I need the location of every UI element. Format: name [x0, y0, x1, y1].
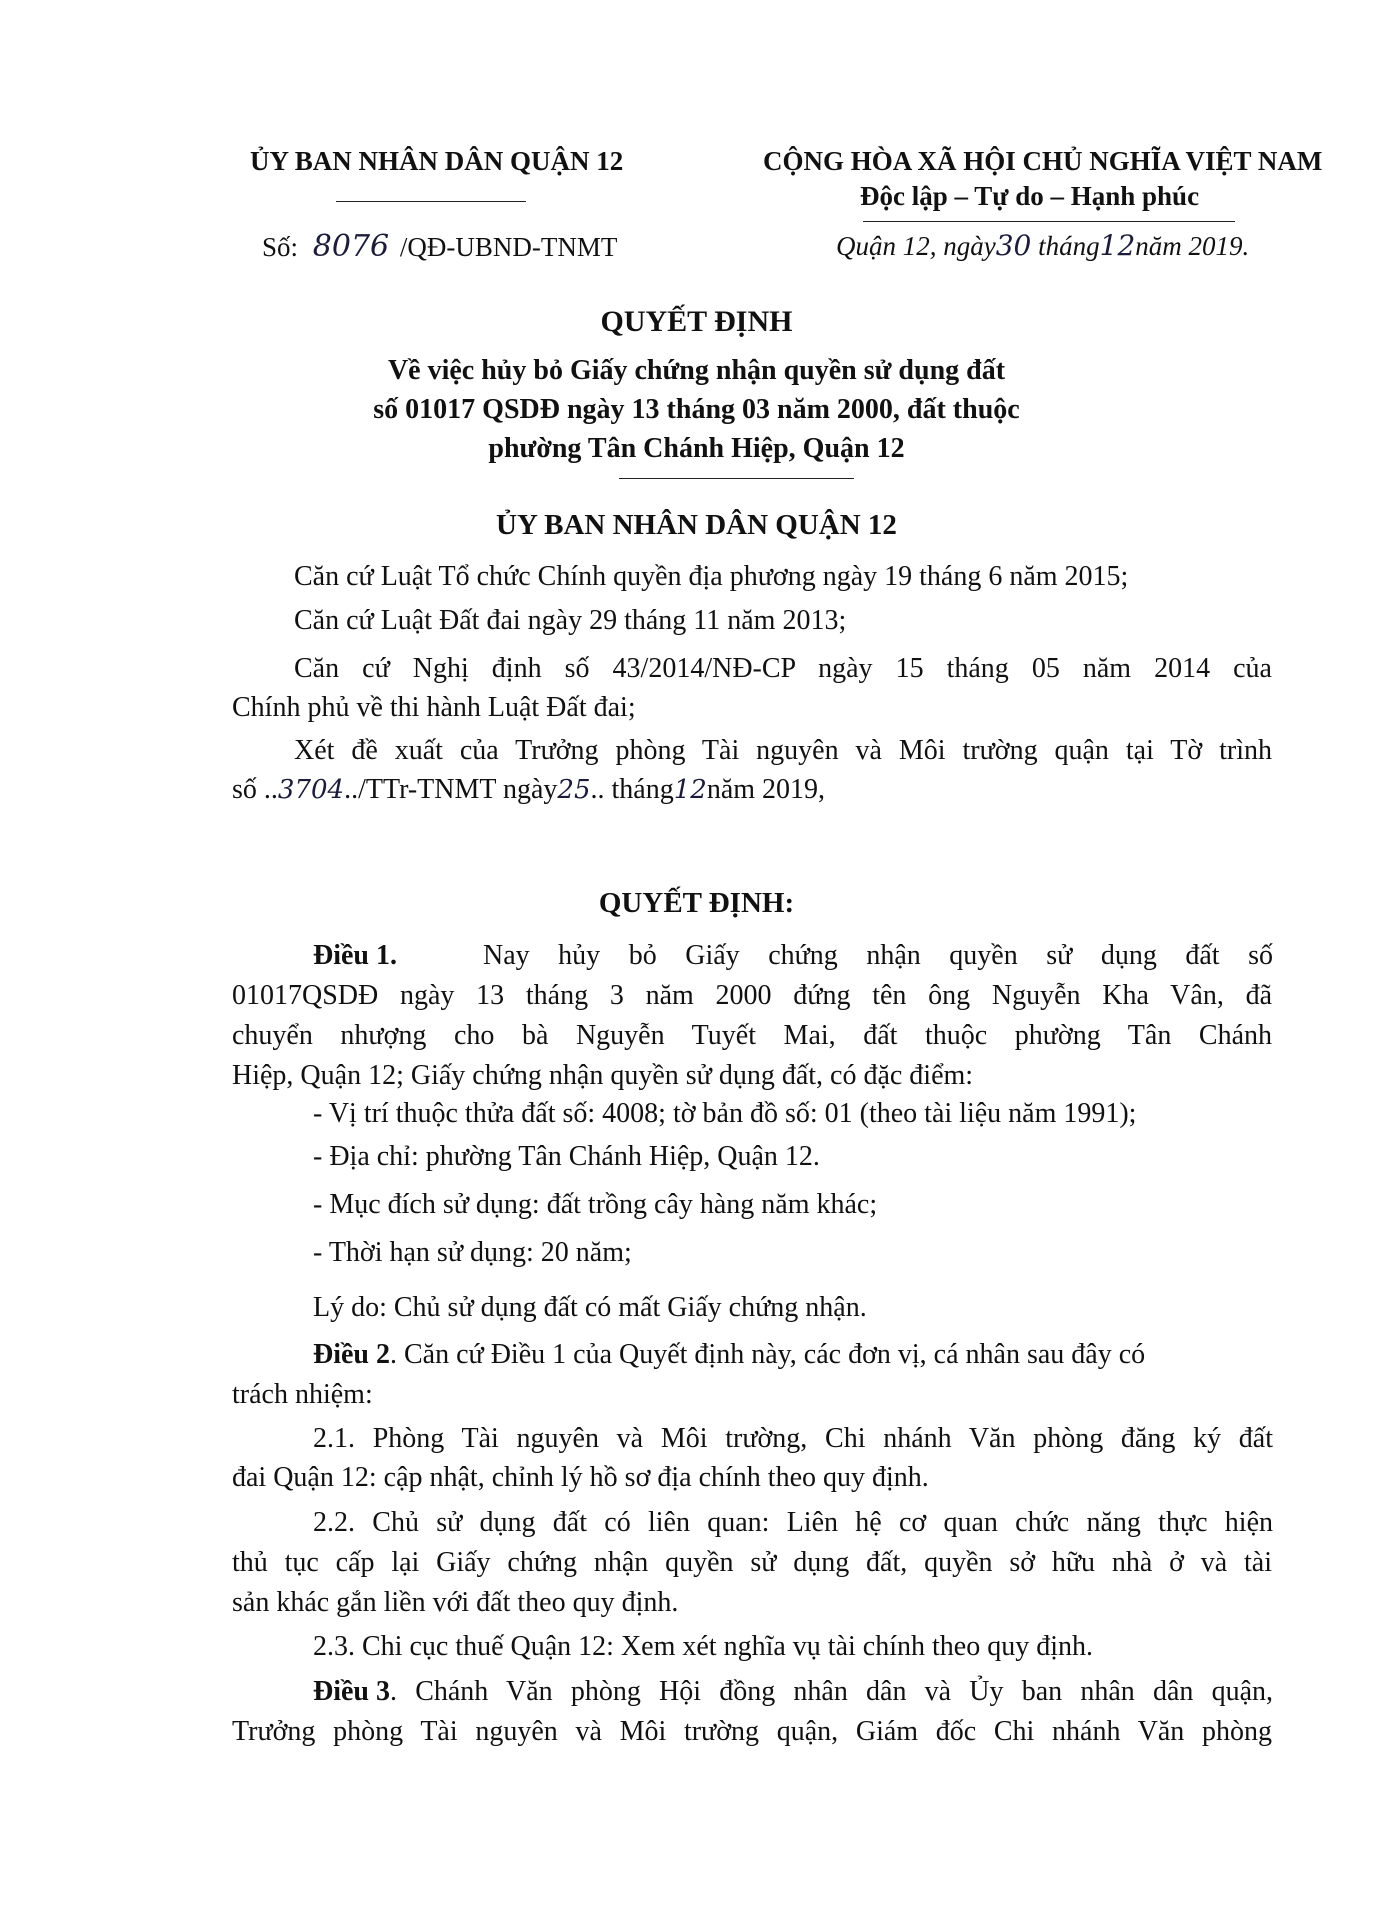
title-rule — [619, 478, 854, 479]
article-1-label: Điều 1. — [313, 940, 397, 971]
article-1-item-4: - Thời hạn sử dụng: 20 năm; — [313, 1237, 632, 1268]
basis-4-mid: ../TTr-TNMT ngày — [344, 774, 558, 805]
number-prefix: Số: — [262, 232, 299, 262]
date-prefix: Quận 12, ngày — [836, 231, 996, 261]
basis-1: Căn cứ Luật Tổ chức Chính quyền địa phương ngày 19 tháng 6 năm 2015; — [294, 561, 1129, 592]
article-2-1-line-2: đai Quận 12: cập nhật, chỉnh lý hồ sơ địa chính theo quy định. — [232, 1462, 929, 1493]
authority-heading: ỦY BAN NHÂN DÂN QUẬN 12 — [496, 509, 897, 541]
issuing-authority: ỦY BAN NHÂN DÂN QUẬN 12 — [250, 146, 624, 176]
header-right-rule — [863, 221, 1235, 222]
article-1-line-3: chuyển nhượng cho bà Nguyễn Tuyết Mai, đất thuộc phường Tân Chánh — [232, 1020, 1272, 1051]
basis-4-day: 25 — [557, 775, 591, 805]
date-year: năm 2019. — [1135, 231, 1250, 261]
date-day: 30 — [995, 229, 1032, 262]
basis-4-end: năm 2019, — [706, 774, 826, 805]
document-title: QUYẾT ĐỊNH — [600, 305, 793, 338]
article-3-text-1: . Chánh Văn phòng Hội đồng nhân dân và Ủy ban nhân dân quận, — [390, 1676, 1273, 1707]
article-2-line-2: trách nhiệm: — [232, 1379, 373, 1410]
basis-4-month-label: tháng — [604, 774, 674, 805]
date-month-label: tháng — [1038, 231, 1100, 261]
article-2-label: Điều 2 — [313, 1339, 390, 1370]
article-1-item-1: - Vị trí thuộc thửa đất số: 4008; tờ bản đồ số: 01 (theo tài liệu năm 1991); — [313, 1098, 1137, 1129]
article-2-1-line-1: 2.1. Phòng Tài nguyên và Môi trường, Chi nhánh Văn phòng đăng ký đất — [313, 1423, 1273, 1454]
document-number — [262, 229, 617, 264]
article-1-line-1 — [313, 940, 1273, 972]
article-3-label: Điều 3 — [313, 1676, 390, 1707]
article-2-2-line-3: sản khác gắn liền với đất theo quy định. — [232, 1587, 679, 1618]
basis-4-month: 12 — [673, 775, 707, 805]
basis-4-dots: .. — [590, 774, 605, 805]
basis-4-number: 3704 — [277, 775, 345, 805]
article-3-line-1 — [313, 1676, 1273, 1708]
article-2-3: 2.3. Chi cục thuế Quận 12: Xem xét nghĩa vụ tài chính theo quy định. — [313, 1631, 1093, 1662]
date-month: 12 — [1099, 229, 1136, 262]
article-1-item-2: - Địa chỉ: phường Tân Chánh Hiệp, Quận 12. — [313, 1141, 820, 1172]
number-suffix: /QĐ-UBND-TNMT — [399, 232, 618, 262]
article-1-item-3: - Mục đích sử dụng: đất trồng cây hàng năm khác; — [313, 1189, 878, 1220]
basis-3-line-2: Chính phủ về thi hành Luật Đất đai; — [232, 692, 636, 723]
basis-4-line-1: Xét đề xuất của Trưởng phòng Tài nguyên và Môi trường quận tại Tờ trình — [294, 735, 1272, 766]
basis-4-line-2 — [232, 774, 825, 806]
article-1-line-4: Hiệp, Quận 12; Giấy chứng nhận quyền sử dụng đất, có đặc điểm: — [232, 1060, 974, 1091]
article-2-2-line-1: 2.2. Chủ sử dụng đất có liên quan: Liên hệ cơ quan chức năng thực hiện — [313, 1507, 1273, 1538]
basis-2: Căn cứ Luật Đất đai ngày 29 tháng 11 năm 2013; — [294, 605, 847, 636]
article-1-text-1: Nay hủy bỏ Giấy chứng nhận quyền sử dụng đất số — [483, 940, 1273, 971]
basis-3-line-1: Căn cứ Nghị định số 43/2014/NĐ-CP ngày 15 tháng 05 năm 2014 của — [294, 653, 1272, 684]
article-2-2-line-2: thủ tục cấp lại Giấy chứng nhận quyền sử dụng đất, quyền sở hữu nhà ở và tài — [232, 1547, 1272, 1578]
article-2-text-1: . Căn cứ Điều 1 của Quyết định này, các đơn vị, cá nhân sau đây có — [390, 1339, 1146, 1370]
decision-heading: QUYẾT ĐỊNH: — [598, 887, 795, 919]
article-2-line-1 — [313, 1339, 1145, 1371]
issue-date — [836, 229, 1249, 262]
title-line-2: số 01017 QSDĐ ngày 13 tháng 03 năm 2000, đất thuộc — [373, 394, 1020, 425]
basis-4-so: số .. — [232, 774, 278, 805]
article-3-line-2: Trưởng phòng Tài nguyên và Môi trường quận, Giám đốc Chi nhánh Văn phòng — [232, 1716, 1272, 1747]
title-line-3: phường Tân Chánh Hiệp, Quận 12 — [488, 433, 905, 464]
article-1-line-2: 01017QSDĐ ngày 13 tháng 3 năm 2000 đứng tên ông Nguyễn Kha Vân, đã — [232, 980, 1272, 1011]
article-1-reason: Lý do: Chủ sử dụng đất có mất Giấy chứng nhận. — [313, 1292, 867, 1323]
title-line-1: Về việc hủy bỏ Giấy chứng nhận quyền sử dụng đất — [387, 355, 1006, 386]
country-name: CỘNG HÒA XÃ HỘI CHỦ NGHĨA VIỆT NAM — [763, 146, 1323, 176]
header-left-rule — [336, 201, 526, 202]
national-motto: Độc lập – Tự do – Hạnh phúc — [860, 181, 1200, 211]
number-handwritten: 8076 — [312, 229, 390, 264]
